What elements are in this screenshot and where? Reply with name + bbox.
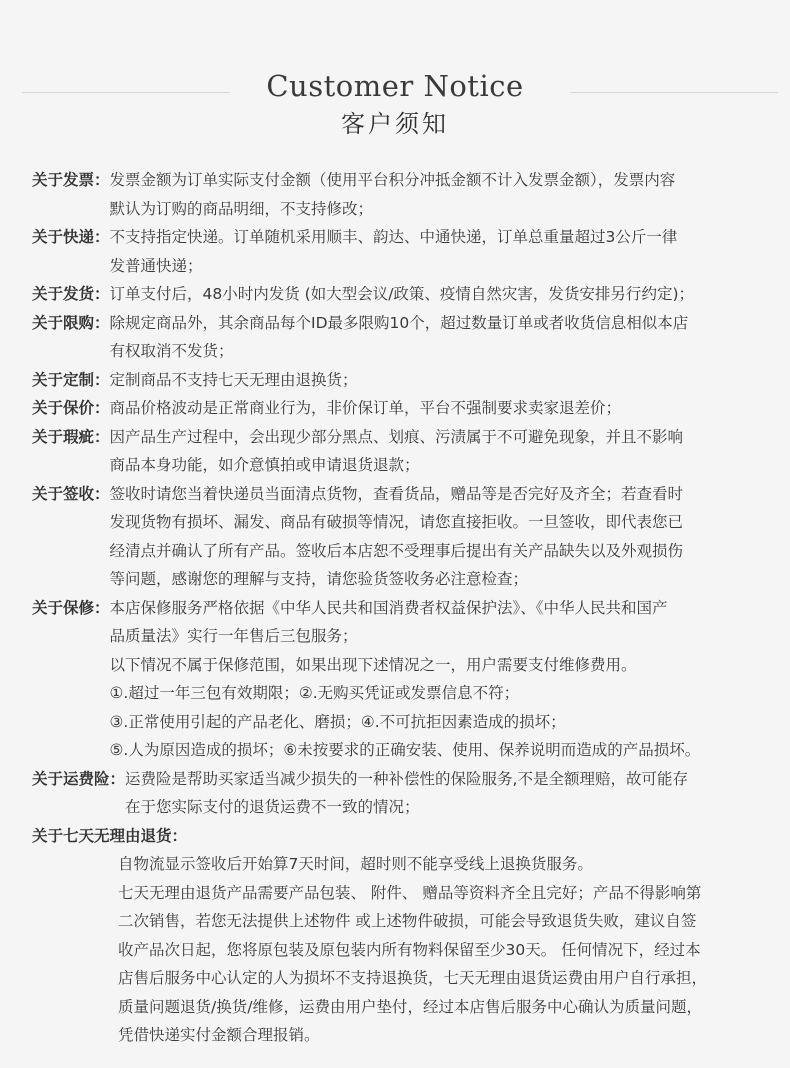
- notice-line: 因产品生产过程中，会出现少部分黑点、划痕、污渍属于不可避免现象，并且不影响: [109, 427, 684, 446]
- notice-line: ①.超过一年三包有效期限；②.无购买凭证或发票信息不符；: [109, 684, 520, 702]
- notice-line: 商品价格波动是正常商业行为，非价保订单，平台不强制要求卖家退差价；: [109, 399, 622, 417]
- notice-text: [110, 394, 782, 423]
- notice-label: 关于发货：: [32, 285, 110, 303]
- notice-label: 关于定制：: [32, 370, 110, 389]
- return-policy-line: 收产品次日起，您将原包装及原包装内所有物料保留至少30天。 任何情况下，经过本: [118, 940, 701, 959]
- notice-header: [0, 68, 790, 144]
- notice-item: [32, 765, 782, 822]
- return-policy-line: 二次销售，若您无法提供上述物件 或上述物件破损，可能会导致退货失败，建议自签: [118, 912, 697, 930]
- notice-line: 等问题，感谢您的理解与支持，请您验货签收务必注意检查；: [109, 570, 529, 588]
- notice-label: 关于运费险：: [32, 769, 126, 788]
- notice-list: [32, 166, 782, 822]
- notice-line: 以下情况不属于保修范围，如果出现下述情况之一，用户需要支付维修费用。: [109, 655, 637, 674]
- notice-content: [32, 166, 782, 1050]
- notice-line: 经清点并确认了所有产品。签收后本店恕不受理事后提出有关产品缺失以及外观损伤: [109, 541, 684, 560]
- notice-line: 品质量法》实行一年售后三包服务；: [109, 627, 358, 645]
- notice-text: [110, 309, 782, 366]
- return-policy-line: 自物流显示签收后开始算7天时间，超时则不能享受线上退换货服务。: [118, 855, 593, 873]
- notice-text: [110, 480, 782, 594]
- notice-text: [110, 594, 782, 765]
- notice-item: [32, 366, 782, 395]
- notice-line: 在于您实际支付的退货运费不一致的情况；: [125, 798, 420, 816]
- notice-line: 发现货物有损坏、漏发、商品有破损等情况，请您直接拒收。一旦签收，即代表您已: [109, 513, 684, 531]
- return-policy-line: 质量问题退货/换货/维修，运费由用户垫付，经过本店售后服务中心确认为质量问题，: [118, 997, 702, 1016]
- notice-text: [125, 765, 782, 822]
- notice-text: [110, 423, 782, 480]
- return-policy-line: 凭借快递实付金额合理报销。: [118, 1026, 320, 1044]
- notice-item: [32, 223, 782, 280]
- notice-label: 关于保修：: [32, 598, 110, 617]
- notice-line: 本店保修服务严格依据《中华人民共和国消费者权益保护法》、《中华人民共和国产: [109, 598, 668, 617]
- title-chinese: 客户须知: [341, 110, 449, 138]
- notice-label: 关于快递：: [32, 228, 110, 246]
- notice-label: 关于限购：: [32, 313, 110, 332]
- notice-text: [110, 166, 782, 223]
- notice-label: 关于瑕疵：: [32, 427, 110, 446]
- return-policy-line: 店售后服务中心认定的人为损坏不支持退换货，七天无理由退货运费由用户自行承担，: [118, 969, 708, 987]
- return-policy-label: 关于七天无理由退货：: [32, 826, 188, 845]
- notice-item: [32, 594, 782, 765]
- notice-line: 不支持指定快递。订单随机采用顺丰、韵达、中通快递，订单总重量超过3公斤一律: [109, 228, 678, 246]
- notice-item: [32, 166, 782, 223]
- notice-label: 关于保价：: [32, 399, 110, 417]
- notice-item: [32, 309, 782, 366]
- notice-label: 关于签收：: [32, 484, 110, 503]
- notice-item: [32, 280, 782, 309]
- return-policy-section: [32, 822, 782, 1050]
- notice-line: 订单支付后，48小时内发货 (如大型会议/政策、疫情自然灾害，发货安排另行约定)；: [109, 285, 694, 303]
- notice-line: 除规定商品外，其余商品每个ID最多限购10个，超过数量订单或者收货信息相似本店: [109, 313, 689, 332]
- notice-line: 默认为订购的商品明细，不支持修改；: [109, 199, 374, 218]
- notice-line: 运费险是帮助买家适当减少损失的一种补偿性的保险服务,不是全额理赔，故可能存: [125, 769, 688, 788]
- notice-item: [32, 423, 782, 480]
- notice-line: ⑤.人为原因造成的损坏；⑥未按要求的正确安装、使用、保养说明而造成的产品损坏。: [109, 741, 701, 759]
- notice-line: 发票金额为订单实际支付金额（使用平台积分冲抵金额不计入发票金额），发票内容: [109, 171, 676, 189]
- notice-item: [32, 480, 782, 594]
- notice-text: [110, 223, 782, 280]
- notice-text: [110, 280, 782, 309]
- notice-line: 定制商品不支持七天无理由退换货；: [109, 370, 358, 389]
- notice-line: 签收时请您当着快递员当面清点货物，查看货品，赠品等是否完好及齐全；若查看时: [109, 484, 684, 503]
- notice-label: 关于发票：: [32, 171, 110, 189]
- return-policy-lines: [32, 850, 782, 1050]
- notice-text: [110, 366, 782, 395]
- notice-line: 商品本身功能，如介意慎拍或申请退货退款；: [109, 456, 420, 474]
- notice-item: [32, 394, 782, 423]
- notice-line: ③.正常使用引起的产品老化、磨损；④.不可抗拒因素造成的损坏；: [109, 712, 566, 731]
- title-english: Customer Notice: [266, 69, 524, 103]
- notice-line: 发普通快递；: [109, 256, 203, 275]
- notice-line: 有权取消不发货；: [109, 342, 234, 360]
- return-policy-line: 七天无理由退货产品需要产品包装、 附件、 赠品等资料齐全且完好；产品不得影响第: [118, 883, 702, 902]
